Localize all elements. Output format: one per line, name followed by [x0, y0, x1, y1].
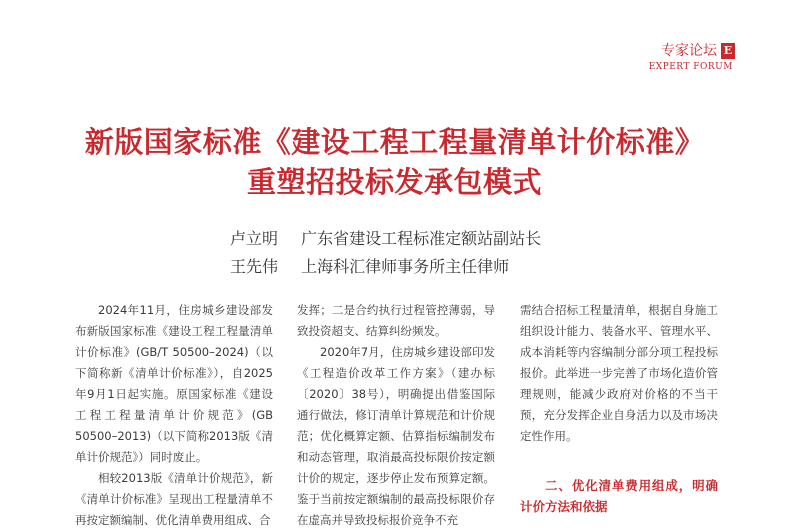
author-role: 上海科汇律师事务所主任律师: [301, 257, 510, 276]
article-title: [0, 122, 789, 202]
author-role: 广东省建设工程标准定额站副站长: [301, 229, 542, 248]
body-column-3: [520, 300, 718, 514]
section-heading: 二、优化清单费用组成，明确计价方法和依据: [520, 478, 718, 514]
body-paragraph-continued: 发挥；二是合约执行过程管控薄弱，导致投资超支、结算纠纷频发。: [297, 303, 495, 338]
section-label-cn: 专家论坛: [661, 43, 717, 59]
author-name: 王先伟: [230, 257, 279, 276]
body-paragraph: 相较2013版《清单计价规范》，新《清单计价标准》呈现出工程量清单不再按定额编制、优化清单费用组成、合: [75, 471, 273, 527]
body-column-2: [297, 300, 495, 527]
article-title-line-1: 新版国家标准《建设工程工程量清单计价标准》: [84, 125, 705, 159]
section-label-en: EXPERT FORUM: [648, 62, 733, 72]
body-paragraph: 2020年7月，住房城乡建设部印发《工程造价改革工作方案》（建办标〔2020〕38号），明确提出借鉴国际通行做法，修订清单计算规范和计价规范；优化概算定额、估算指标编制发布和动态管理，取消最高投标限价按定额计价的规定，逐步停止发布预算定额。鉴于当前按定额编制的最高投标限价存在虚高并导致投标报价竞争不充: [297, 345, 495, 527]
article-title-line-2: 重塑招投标发承包模式: [246, 165, 542, 199]
body-paragraph-continued: 需结合招标工程量清单，根据自身施工组织设计能力、装备水平、管理水平、成本消耗等内容编制分部分项工程投标报价。此举进一步完善了市场化造价管理规则，能减少政府对价格的不当干预，充分发挥企业自身活力以及市场决定性作用。: [520, 303, 718, 443]
author-row: [230, 253, 541, 281]
author-row: [230, 225, 541, 253]
section-label: [661, 42, 735, 60]
section-mark: [649, 40, 735, 72]
body-column-1: [75, 300, 273, 527]
section-letter-badge: E: [721, 43, 735, 59]
body-paragraph: 2024年11月，住房城乡建设部发布新版国家标准《建设工程工程量清单计价标准》(GB/T 50500–2024)（以下简称新《清单计价标准》），自2025年9月1日起实施。原国家标准《建设工程工程量清单计价规范》(GB 50500–2013)（以下简称2013版《清单计价规范》）同时废止。: [75, 303, 273, 464]
author-list: [230, 225, 541, 281]
author-name: 卢立明: [230, 229, 279, 248]
